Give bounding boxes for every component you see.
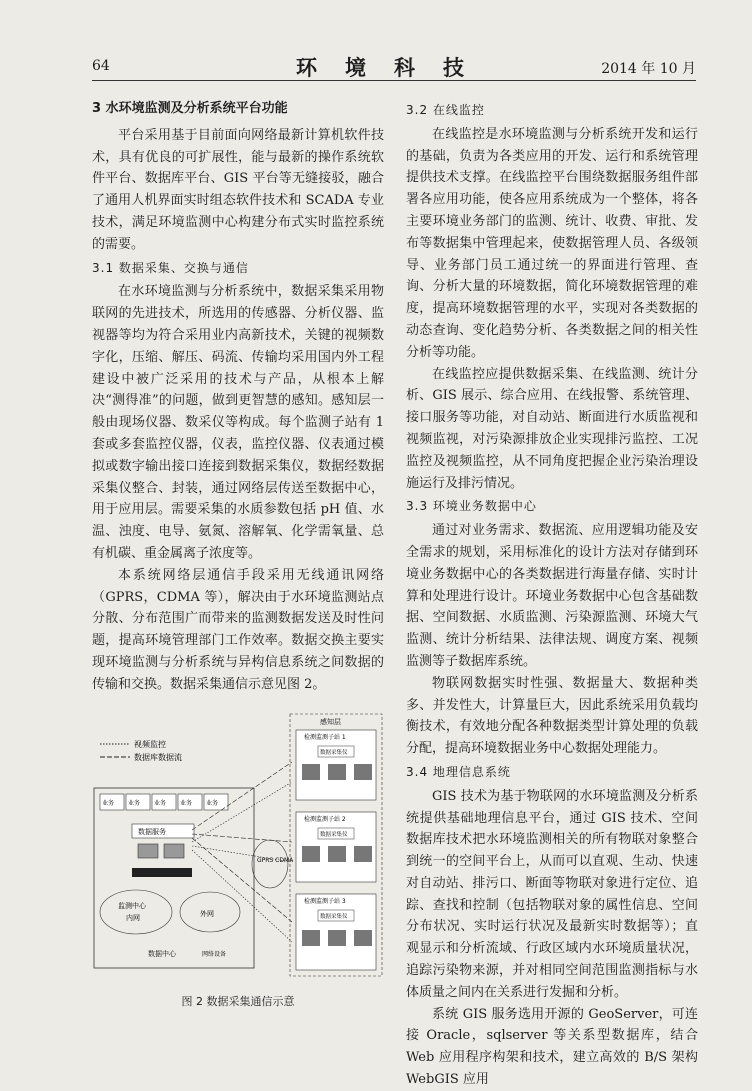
section-3-4-paragraph-1: GIS 技术为基于物联网的水环境监测及分析系统提供基础地理信息平台，通过 GIS 技术、空间数据库技术把水环境监测相关的所有物联对象整合到统一的空间平台上，从而可以直观、生动、快速对自动站、排污口、断面等物联对象进行定位、追踪、查找和控制（包括物联对象的属性信息、空间分布状况、实时运行状况及最新实时数据等）；直观显示和分析流域、行政区域内水环境质量状况，追踪污染物来源，并对相同空间范围监测指标与水体质量之间内在关系进行发掘和分析。: [406, 788, 698, 1000]
video-link-1: [192, 782, 292, 842]
issue-date: 2014 年 10 月: [601, 61, 696, 77]
section-3-2-paragraph-2: 在线监控应提供数据采集、在线监测、统计分析、GIS 展示、综合应用、在线报警、系统管理、接口服务等功能，对自动站、断面进行水质监视和视频监视，对污染源排放企业实现排污监控、工况监控及视频监控，从不同角度把握企业污染治理设施运行及排污情况。: [406, 366, 698, 491]
instrument-1b-icon: [328, 764, 346, 780]
section-3-3-paragraph-1: 通过对业务需求、数据流、应用逻辑功能及安全需求的规划，采用标准化的设计方法对存储到环境业务数据中心的各类数据进行海量存储、实时计算和处理进行设计。环境业务数据中心包含基础数据、空间数据、水质监测、污染源监测、环境大气监测、统计分析结果、法律法规、调度方案、视频监测等子数据库系统。: [406, 523, 698, 669]
section-3-heading: 3 水环境监测及分析系统平台功能: [92, 101, 288, 116]
section-3-3-heading: 3.3 环境业务数据中心: [406, 499, 537, 514]
section-3-1-paragraph-1: 在水环境监测与分析系统中，数据采集采用物联网的先进技术，所选用的传感器、分析仪器、监视器等均为符合采用业内高新技术，关键的视频数字化，压缩、解压、码流、传输均采用国内外工程建设中被广泛采用的技术与产品，从根本上解决“测得准”的问题，做到更智慧的感知。感知层一般由现场仪器、数采仪等构成。每个监测子站有 1 套或多套监控仪器，仪表，监控仪器、仪表通过模拟或数字输出接口连接到数据采集仪，数据经数据采集仪整合、封装，通过网络层传送至数据中心，用于应用层。需要采集的水质参数包括 pH 值、水温、浊度、电导、氨氮、溶解氧、化学需氧量、总有机碳、重金属离子浓度等。: [92, 284, 384, 561]
business-label-1: 业务: [102, 799, 115, 807]
server-label: 数据服务: [138, 827, 166, 836]
business-label-5: 业务: [206, 799, 219, 807]
header-rule: [92, 80, 696, 81]
instrument-2b-icon: [328, 846, 346, 862]
section-3-2-heading: 3.2 在线监控: [406, 103, 485, 117]
monitor-center-cloud: [100, 890, 172, 934]
section-3-4-heading: 3.4 地理信息系统: [406, 764, 511, 779]
business-label-4: 业务: [180, 799, 193, 807]
legend-db: 数据库数据流: [134, 752, 182, 762]
server-icon: [138, 844, 158, 858]
right-column: [406, 98, 698, 1091]
camera-2-icon: [354, 846, 372, 862]
station-2-label: 检测监测子站 2: [304, 815, 346, 823]
figure-caption: 图 2 数据采集通信示意: [181, 994, 295, 1008]
figure-2: [92, 712, 384, 1006]
camera-1-icon: [354, 764, 372, 780]
intranet-label: 内网: [126, 913, 140, 922]
section-3-1-heading: 3.1 数据采集、交换与通信: [92, 260, 249, 275]
data-collection-diagram: [92, 712, 384, 984]
left-column: [92, 98, 384, 1006]
perception-layer-label: 感知层: [320, 717, 341, 726]
monitor-center-label: 监测中心: [118, 901, 146, 910]
collector-3-label: 数据采集仪: [320, 913, 348, 920]
section-3-4-paragraph-2: 系统 GIS 服务选用开源的 GeoServer，可连接 Oracle，sqlserver 等关系型数据库，结合 Web 应用程序构架和技术，建立高效的 B/S 架构 WebGIS 应用: [406, 1006, 698, 1088]
gprs-label: GPRS CDMA: [257, 856, 294, 864]
instrument-2a-icon: [302, 846, 320, 862]
database-icon: [164, 844, 184, 858]
network-switch-icon: [132, 868, 192, 877]
collector-2-label: 数据采集仪: [320, 831, 348, 838]
camera-3-icon: [354, 930, 372, 946]
section-3-1-paragraph-2: 本系统网络层通信手段采用无线通讯网络（GPRS，CDMA 等），解决由于水环境监测站点分散、分布范围广而带来的监测数据发送及时性问题，提高环境管理部门工作效率。数据交换主要实现环境监测与分析系统与异构信息系统之间数据的传输和交换。数据采集通信示意见图 2。: [92, 567, 384, 692]
data-center-label: 数据中心: [148, 949, 176, 958]
data-center-frame: [94, 788, 254, 968]
station-3-label: 检测监测子站 3: [304, 897, 346, 905]
page-number: 64: [92, 58, 110, 74]
gprs-cloud: [252, 840, 288, 888]
station-1-label: 检测监测子站 1: [304, 733, 346, 741]
instrument-3a-icon: [302, 930, 320, 946]
journal-title: 环境科技: [296, 56, 492, 80]
legend-video: 视频监控: [134, 739, 166, 749]
section-3-3-paragraph-2: 物联网数据实时性强、数据量大、数据种类多、并发性大，计算量巨大，因此系统采用负载均衡技术，有效地分配各种数据类型计算处理的负载分配，提高环境数据业务中心数据处理能力。: [406, 675, 698, 757]
instrument-3b-icon: [328, 930, 346, 946]
network-device-label: 网络设备: [202, 950, 227, 958]
business-label-2: 业务: [128, 799, 141, 807]
business-label-3: 业务: [154, 799, 167, 807]
instrument-1a-icon: [302, 764, 320, 780]
db-link-2: [192, 834, 292, 842]
collector-1-label: 数据采集仪: [320, 749, 348, 756]
running-header: [92, 46, 696, 80]
section-3-2-paragraph-1: 在线监控是水环境监测与分析系统开发和运行的基础，负责为各类应用的开发、运行和系统管理提供技术支撑。在线监控平台围绕数据服务组件部署各应用功能，使各应用系统成为一个整体，将各主要环境业务部门的监测、统计、收费、审批、发布等数据集中管理起来，使数据管理人员、各级领导、业务部门员工通过统一的界面进行管理、查询、分析大量的环境数据，简化环境数据管理的难度，提高环境数据管理的水平，实现对各类数据的动态查询、变化趋势分析、各类数据之间的相关性分析等功能。: [406, 126, 698, 360]
extranet-label: 外网: [200, 909, 214, 918]
section-3-paragraph: 平台采用基于目前面向网络最新计算机软件技术，具有优良的可扩展性，能与最新的操作系统软件平台、数据库平台、GIS 平台等无缝接驳，融合了通用人机界面实时组态软件技术和 SCADA 专业技术，满足环境监测中心构建分布式实时监控系统的需要。: [92, 127, 384, 252]
